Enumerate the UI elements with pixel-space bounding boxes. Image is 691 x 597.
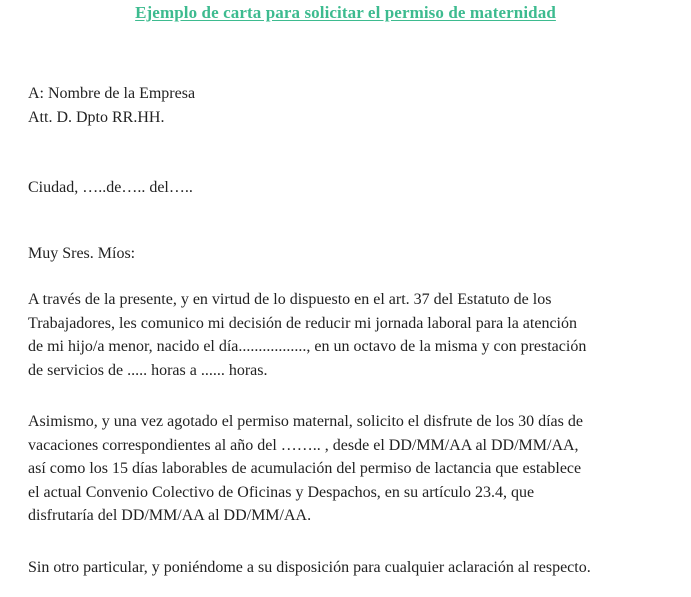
paragraph-line: Asimismo, y una vez agotado el permiso maternal, solicito el disfrute de los 30 días de <box>28 413 583 430</box>
paragraph-reduction-request <box>28 288 688 382</box>
paragraph-line: Sin otro particular, y poniéndome a su disposición para cualquier aclaración al respecto. <box>28 559 591 576</box>
paragraph-line: A través de la presente, y en virtud de lo dispuesto en el art. 37 del Estatuto de los <box>28 291 552 308</box>
paragraph-line: vacaciones correspondientes al año del …….. , desde el DD/MM/AA al DD/MM/AA, <box>28 436 579 454</box>
recipient-company: A: Nombre de la Empresa <box>28 85 196 102</box>
recipient-block <box>28 82 688 129</box>
recipient-department: Att. D. Dpto RR.HH. <box>28 108 165 126</box>
salutation: Muy Sres. Míos: <box>28 245 136 262</box>
paragraph-line: así como los 15 días laborables de acumulación del permiso de lactancia que establece <box>28 460 582 477</box>
paragraph-line: de mi hijo/a menor, nacido el día................., en un octavo de la misma y con prestación <box>28 338 587 355</box>
document-title: Ejemplo de carta para solicitar el permiso de maternidad <box>135 3 556 22</box>
paragraph-line: de servicios de ..... horas a ...... horas. <box>28 361 268 379</box>
paragraph-vacation-request <box>28 410 688 528</box>
date-line: Ciudad, …..de….. del….. <box>28 179 193 196</box>
paragraph-closing <box>28 556 688 580</box>
paragraph-line: el actual Convenio Colectivo de Oficinas y Despachos, en su artículo 23.4, que <box>28 483 535 501</box>
paragraph-line: disfrutaría del DD/MM/AA al DD/MM/AA. <box>28 507 312 524</box>
paragraph-line: Trabajadores, les comunico mi decisión de reducir mi jornada laboral para la atención <box>28 314 577 332</box>
